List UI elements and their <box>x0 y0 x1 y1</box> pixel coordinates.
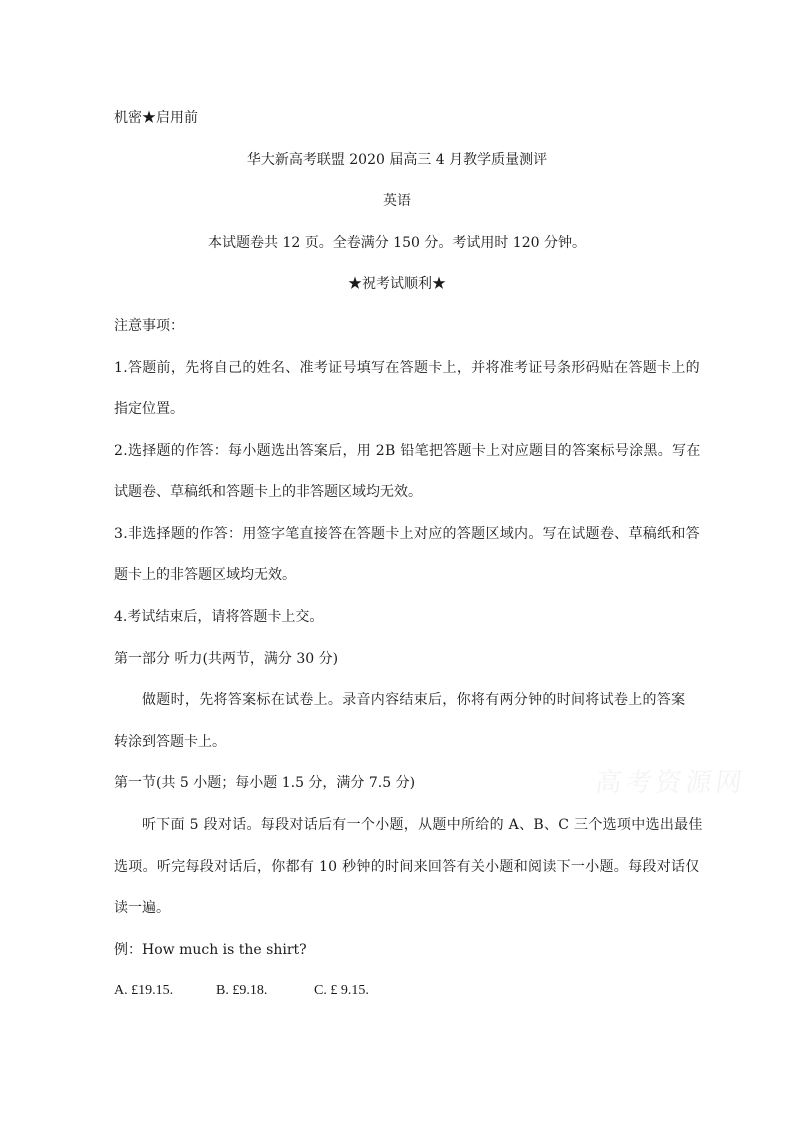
section-1-instr-line-2: 选项。听完每段对话后，你都有 10 秒钟的时间来回答有关小题和阅读下一小题。每段对话仅 <box>114 859 700 875</box>
notice-item-3-line-2: 题卡上的非答题区域均无效。 <box>114 567 296 583</box>
notice-item-1-line-2: 指定位置。 <box>114 401 184 417</box>
good-luck-wish: ★祝考试顺利★ <box>348 276 446 292</box>
notice-heading: 注意事项： <box>114 318 184 334</box>
option-a: A. £19.15. <box>114 983 174 998</box>
part-1-heading: 第一部分 听力(共两节，满分 30 分) <box>114 651 339 667</box>
example-question: 例：How much is the shirt? <box>114 942 307 958</box>
part-1-instr-line-1: 做题时，先将答案标在试卷上。录音内容结束后，你将有两分钟的时间将试卷上的答案 <box>142 692 686 708</box>
notice-item-3-line-1: 3.非选择题的作答：用签字笔直接答在答题卡上对应的答题区域内。写在试题卷、草稿纸和答 <box>114 526 700 542</box>
exam-info: 本试题卷共 12 页。全卷满分 150 分。考试用时 120 分钟。 <box>208 235 586 251</box>
section-1-instr-line-3: 读一遍。 <box>114 900 170 916</box>
confidential-label: 机密★启用前 <box>114 110 198 126</box>
notice-item-2-line-1: 2.选择题的作答：每小题选出答案后，用 2B 铅笔把答题卡上对应题目的答案标号涂黑。写在 <box>114 443 701 459</box>
watermark: 高考资源网 <box>593 768 748 798</box>
subject-title: 英语 <box>383 193 411 209</box>
notice-item-1-line-1: 1.答题前，先将自己的姓名、准考证号填写在答题卡上，并将准考证号条形码贴在答题卡上的 <box>114 360 700 376</box>
part-1-instr-line-2: 转涂到答题卡上。 <box>114 734 226 750</box>
exam-title: 华大新高考联盟 2020 届高三 4 月教学质量测评 <box>246 152 548 168</box>
option-c: C. £ 9.15. <box>314 983 369 998</box>
notice-item-4: 4.考试结束后，请将答题卡上交。 <box>114 609 324 625</box>
section-1-instr-line-1: 听下面 5 段对话。每段对话后有一个小题，从题中所给的 A、B、C 三个选项中选出最佳 <box>142 817 703 833</box>
notice-item-2-line-2: 试题卷、草稿纸和答题卡上的非答题区域均无效。 <box>114 484 422 500</box>
section-1-heading: 第一节(共 5 小题；每小题 1.5 分，满分 7.5 分) <box>114 775 416 791</box>
option-b: B. £9.18. <box>216 983 268 998</box>
